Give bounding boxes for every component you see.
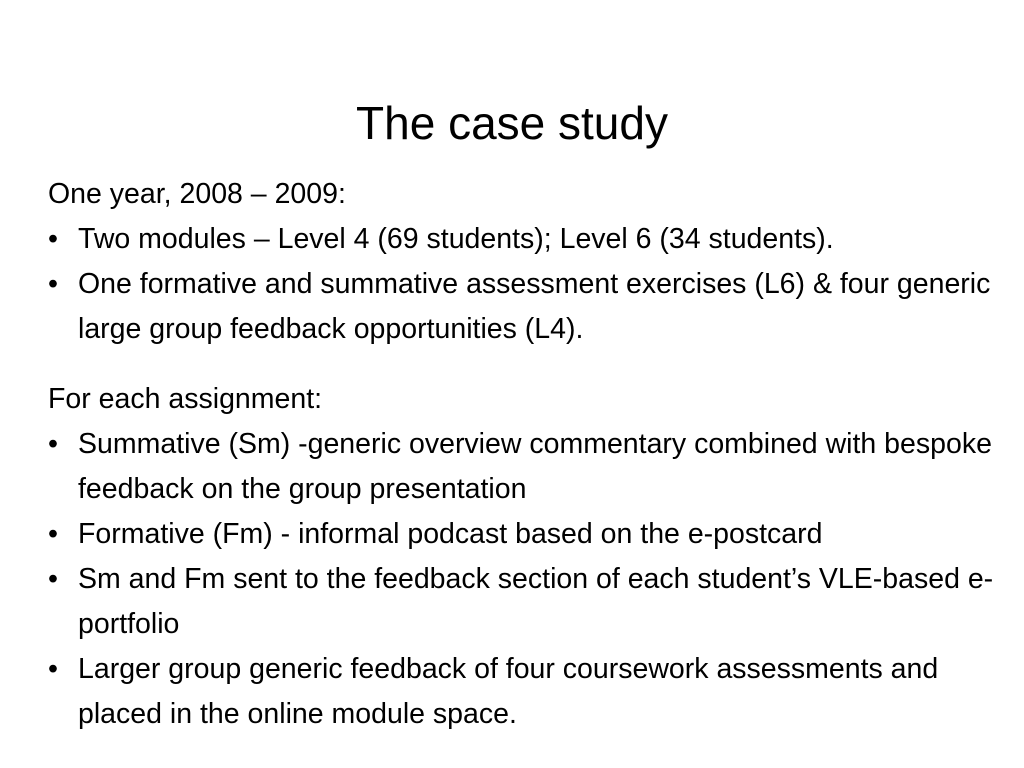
bullet-icon: • [48, 518, 58, 550]
bullet-icon: • [48, 563, 58, 595]
section-assignment [48, 377, 998, 737]
bullet-list [48, 217, 998, 352]
list-item [48, 557, 998, 647]
slide-body [48, 172, 998, 737]
list-item-text: Larger group generic feedback of four coursework assessments and placed in the online module space. [78, 653, 939, 730]
slide-title: The case study [356, 97, 668, 149]
list-item-text: Two modules – Level 4 (69 students); Level 6 (34 students). [78, 223, 834, 255]
list-item-text: Summative (Sm) -generic overview commentary combined with bespoke feedback on the group presentation [78, 428, 992, 505]
bullet-icon: • [48, 653, 58, 685]
list-item [48, 217, 998, 262]
bullet-icon: • [48, 428, 58, 460]
list-item-text: Sm and Fm sent to the feedback section of each student’s VLE-based e-portfolio [78, 563, 994, 640]
list-item [48, 422, 998, 512]
list-item [48, 262, 998, 352]
bullet-icon: • [48, 223, 58, 255]
section-heading: For each assignment: [48, 383, 323, 415]
list-item [48, 512, 998, 557]
list-item-text: Formative (Fm) - informal podcast based on the e-postcard [78, 518, 823, 550]
list-item-text: One formative and summative assessment exercises (L6) & four generic large group feedback opportunities (L4). [78, 268, 991, 345]
section-timeframe [48, 172, 998, 352]
bullet-icon: • [48, 268, 58, 300]
section-heading: One year, 2008 – 2009: [48, 178, 346, 210]
bullet-list [48, 422, 998, 737]
list-item [48, 647, 998, 737]
